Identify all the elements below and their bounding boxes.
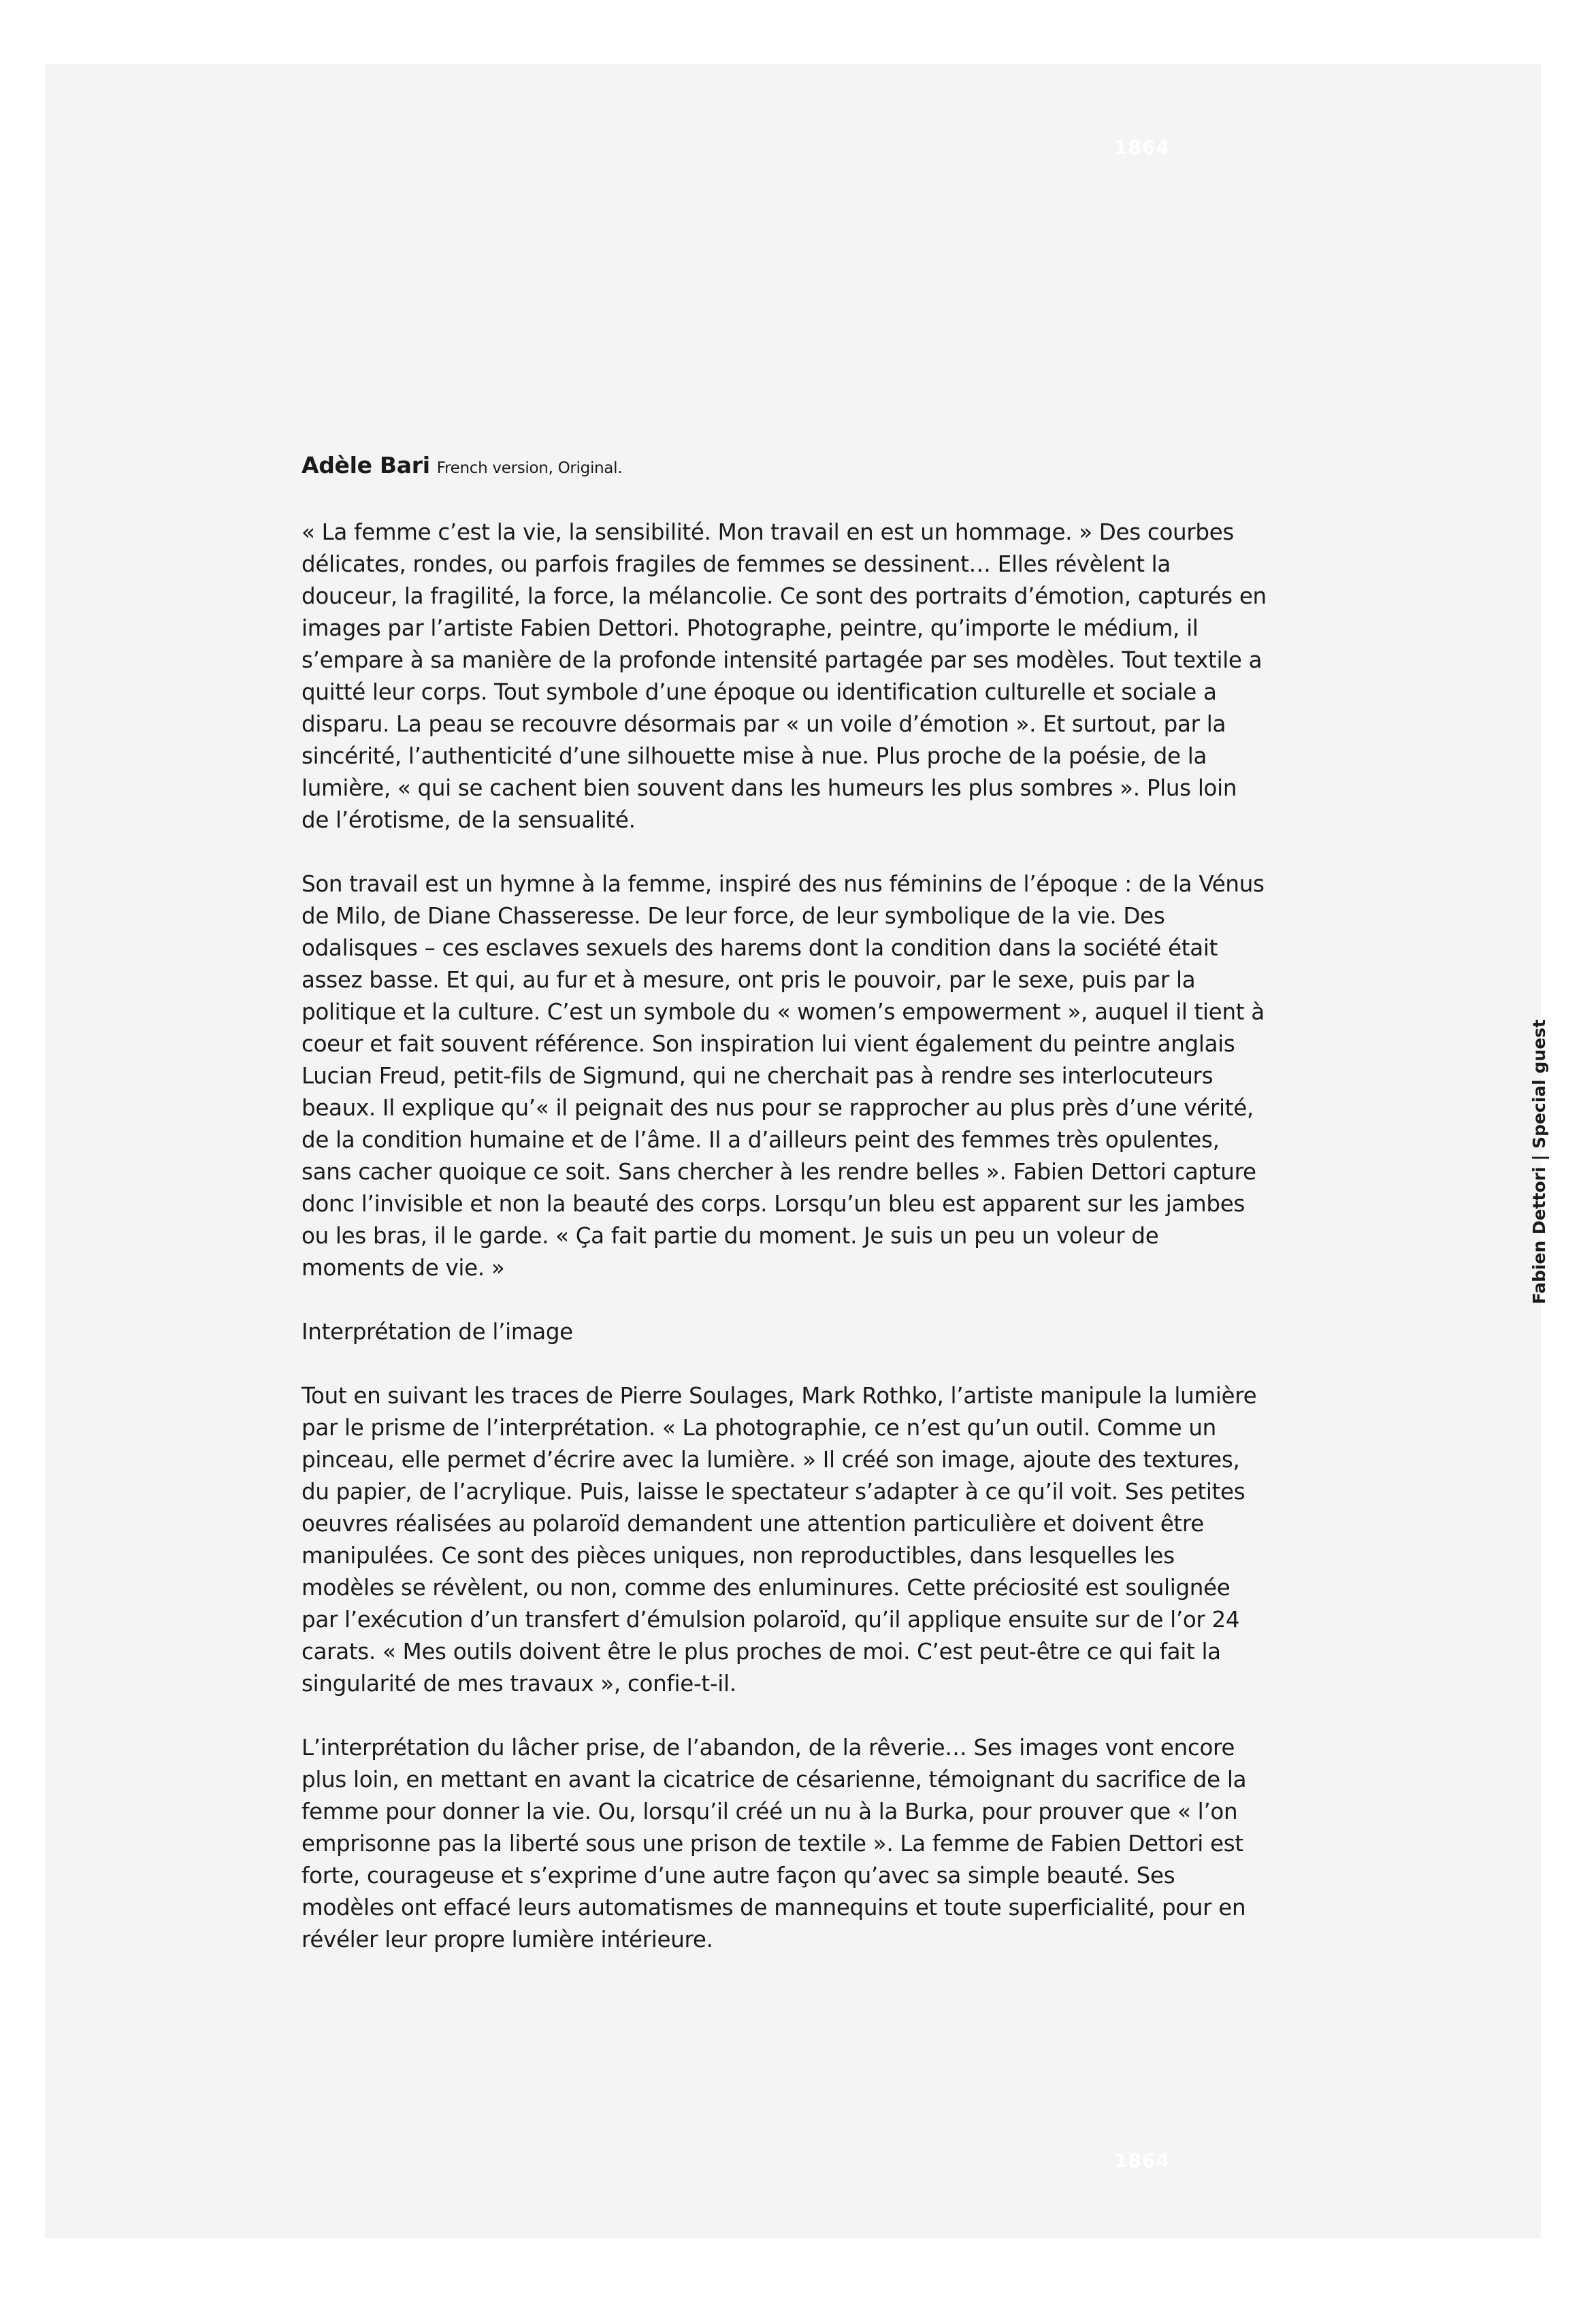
author-name: Adèle Bari — [302, 452, 430, 478]
section-heading: Interprétation de l’image — [302, 1319, 573, 1345]
article-body — [302, 449, 1268, 1988]
page-number-bottom: 1864 — [1114, 2149, 1170, 2172]
side-label-separator: | — [1529, 1148, 1549, 1167]
paragraph-3: Tout en suivant les traces de Pierre Soulages, Mark Rothko, l’artiste manipule la lumière par le prisme de l’interprétation. « La photographie, ce n’est qu’un outil. Comme un pinceau, elle permet d’écrire avec la lumière. » Il créé son image, ajoute des textures, du papier, de l’acrylique. Puis, laisse le spectateur s’adapter à ce qu’il voit. Ses petites oeuvres réalisées au polaroïd demandent une attention particulière et doivent être manipulées. Ce sont des pièces uniques, non reproductibles, dans lesquelles les modèles se révèlent, ou non, comme des enluminures. Cette préciosité est soulignée par l’exécution d’un transfert d’émulsion polaroïd, qu’il applique ensuite sur de l’or 24 carats. « Mes outils doivent être le plus proches de moi. C’est peut-être ce qui fait la singularité de mes travaux », confie-t-il. — [302, 1383, 1257, 1697]
page-number-top: 1864 — [1114, 136, 1170, 159]
edition-note: French version, Original. — [436, 459, 623, 477]
side-label-section: Special guest — [1529, 1019, 1549, 1149]
side-running-head — [1529, 1019, 1549, 1305]
paragraph-2: Son travail est un hymne à la femme, inspiré des nus féminins de l’époque : de la Vénus de Milo, de Diane Chasseresse. De leur force, de leur symbolique de la vie. Des odalisques – ces esclaves sexuels des harems dont la condition dans la société était assez basse. Et qui, au fur et à mesure, ont pris le pouvoir, par le sexe, puis par la politique et la culture. C’est un symbole du « women’s empowerment », auquel il tient à coeur et fait souvent référence. Son inspiration lui vient également du peintre anglais Lucian Freud, petit-fils de Sigmund, qui ne cherchait pas à rendre ses interlocuteurs beaux. Il explique qu’« il peignait des nus pour se rapprocher au plus près d’une vérité, de la condition humaine et de l’âme. Il a d’ailleurs peint des femmes très opulentes, sans cacher quoique ce soit. Sans chercher à les rendre belles ». Fabien Dettori capture donc l’invisible et non la beauté des corps. Lorsqu’un bleu est apparent sur les jambes ou les bras, il le garde. « Ça fait partie du moment. Je suis un peu un voleur de moments de vie. » — [302, 871, 1265, 1281]
paragraph-4: L’interprétation du lâcher prise, de l’abandon, de la rêverie… Ses images vont encore plus loin, en mettant en avant la cicatrice de césarienne, témoignant du sacrifice de la femme pour donner la vie. Ou, lorsqu’il créé un nu à la Burka, pour prouver que « l’on emprisonne pas la liberté sous une prison de textile ». La femme de Fabien Dettori est forte, courageuse et s’exprime d’une autre façon qu’avec sa simple beauté. Ses modèles ont effacé leurs automatismes de mannequins et toute superficialité, pour en révéler leur propre lumière intérieure. — [302, 1735, 1247, 1952]
side-label-name: Fabien Dettori — [1529, 1166, 1549, 1305]
paragraph-1: « La femme c’est la vie, la sensibilité. Mon travail en est un hommage. » Des courbes délicates, rondes, ou parfois fragiles de femmes se dessinent… Elles révèlent la douceur, la fragilité, la force, la mélancolie. Ce sont des portraits d’émotion, capturés en images par l’artiste Fabien Dettori. Photographe, peintre, qu’importe le médium, il s’empare à sa manière de la profonde intensité partagée par ses modèles. Tout textile a quitté leur corps. Tout symbole d’une époque ou identification culturelle et sociale a disparu. La peau se recouvre désormais par « un voile d’émotion ». Et surtout, par la sincérité, l’authenticité d’une silhouette mise à nue. Plus proche de la poésie, de la lumière, « qui se cachent bien souvent dans les humeurs les plus sombres ». Plus loin de l’érotisme, de la sensualité. — [302, 519, 1267, 833]
byline — [302, 449, 1268, 485]
